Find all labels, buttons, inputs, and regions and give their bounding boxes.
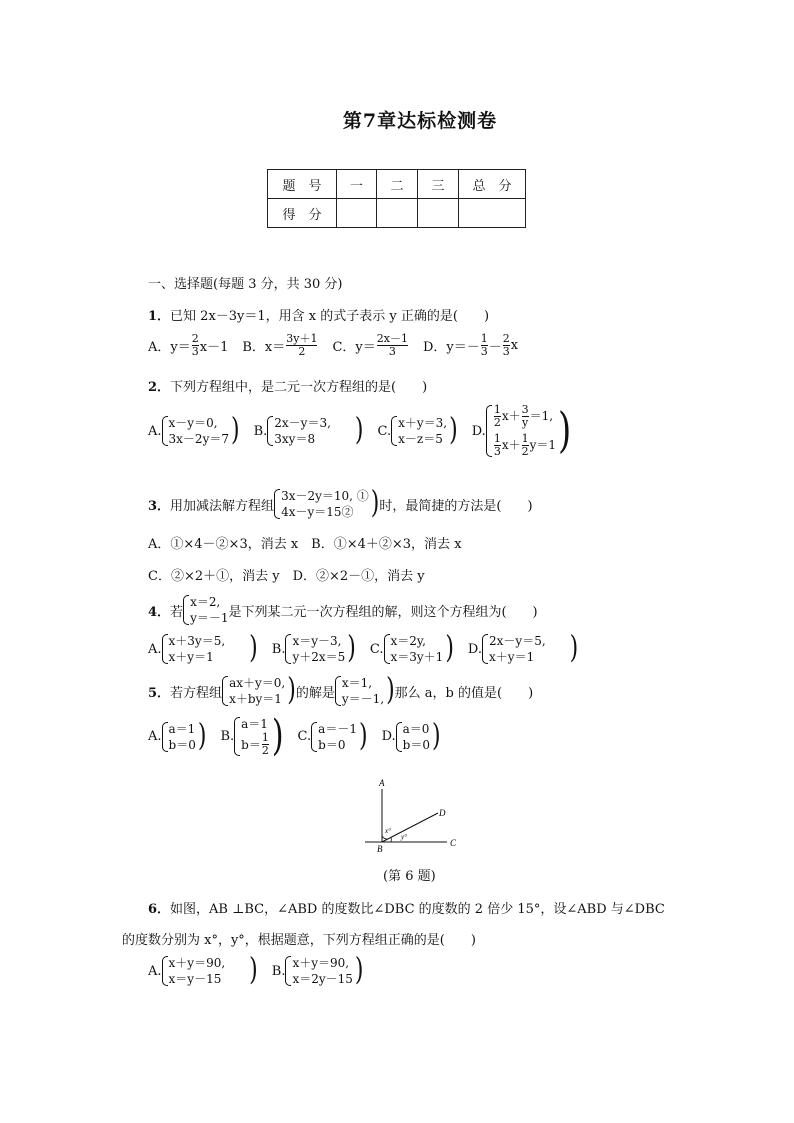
question-5 xyxy=(148,672,534,708)
fraction xyxy=(503,333,510,358)
option-letter: A. xyxy=(148,729,162,744)
option-letter: A. xyxy=(148,423,162,439)
question-stem: 如图，AB ⊥BC，∠ABD 的度数比∠DBC 的度数的 2 倍少 15°，设∠ABD 与∠DBC xyxy=(170,902,665,917)
fraction xyxy=(494,433,501,458)
numerator: 1 xyxy=(521,432,529,445)
equation-system xyxy=(267,415,331,447)
equation-system xyxy=(391,415,447,447)
figure-caption: (第 6 题) xyxy=(383,869,436,884)
fraction xyxy=(522,433,529,458)
equation: x＝1, xyxy=(341,676,373,690)
equation: x＝2y－15 xyxy=(292,972,353,986)
option-letter: D. xyxy=(467,641,483,657)
option-b[interactable] xyxy=(271,952,364,988)
paren: ) xyxy=(230,412,240,448)
question-stem: 已知 2x－3y＝1，用含 x 的式子表示 y 正确的是( ) xyxy=(170,309,490,324)
angle-arc-x xyxy=(382,836,387,839)
label-b: B xyxy=(377,844,383,854)
denominator: 2 xyxy=(493,416,501,429)
paren: ) xyxy=(347,630,356,666)
score-input-3[interactable] xyxy=(418,199,459,228)
option-text: C．y＝ xyxy=(332,340,376,355)
option-letter: B. xyxy=(220,729,235,744)
question-6-options xyxy=(148,952,378,988)
paren: ) xyxy=(358,718,368,754)
equation: y＝－1 xyxy=(190,611,229,625)
denominator: 2 xyxy=(261,744,269,757)
score-table-header-row xyxy=(268,170,526,199)
score-cell-label: 题 号 xyxy=(268,170,337,199)
numerator: 3y＋1 xyxy=(286,332,318,345)
equation: x＝3y＋1 xyxy=(390,650,444,664)
denominator: 2 xyxy=(521,445,529,458)
question-1 xyxy=(148,305,489,324)
option-b[interactable] xyxy=(253,412,364,448)
equation: 4x－y＝15② xyxy=(281,505,354,519)
section-heading: 一、选择题(每题 3 分，共 30 分) xyxy=(148,277,343,292)
question-4 xyxy=(148,594,538,626)
paren: ) xyxy=(449,412,458,448)
equation-system xyxy=(396,721,430,753)
equation-system xyxy=(162,955,226,987)
numerator: 2x－1 xyxy=(376,332,408,345)
option-a[interactable] xyxy=(148,718,207,754)
equation: x＝y－15 xyxy=(168,972,222,986)
numerator: 1 xyxy=(480,332,488,345)
label-a: A xyxy=(379,778,385,788)
fraction xyxy=(522,404,529,429)
score-cell-total: 总 分 xyxy=(459,170,526,199)
option-letter: D. xyxy=(381,729,396,744)
numerator: 2 xyxy=(502,332,510,345)
paren: ) xyxy=(354,952,364,988)
option-d[interactable] xyxy=(423,333,518,358)
option-letter: A. xyxy=(148,963,162,979)
equation-text: x＋ xyxy=(501,409,521,423)
label-c: C xyxy=(450,838,457,848)
question-4-options xyxy=(148,630,592,666)
denominator: 3 xyxy=(377,345,408,358)
fraction xyxy=(494,404,501,429)
fraction xyxy=(481,333,488,358)
equation: a＝0 xyxy=(402,721,430,736)
equation-system xyxy=(162,415,229,447)
question-number: 6． xyxy=(148,902,171,917)
paren: ) xyxy=(370,485,380,521)
score-cell-part3: 三 xyxy=(418,170,459,199)
score-cell-score-label: 得 分 xyxy=(268,199,337,228)
score-table-score-row xyxy=(268,199,526,228)
option-d[interactable] xyxy=(381,718,441,754)
option-letter: B. xyxy=(271,641,286,657)
denominator: 3 xyxy=(480,345,488,358)
equation: x＋y＝1 xyxy=(168,650,214,664)
option-letter: B. xyxy=(271,963,286,979)
equation: b＝0 xyxy=(168,737,196,752)
option-letter: C. xyxy=(377,423,392,439)
equation: x－y＝0, xyxy=(168,416,218,430)
equation xyxy=(493,404,556,429)
equation-system xyxy=(274,488,369,520)
equation-system xyxy=(162,721,196,753)
option-c[interactable] xyxy=(297,718,368,754)
question-stem: 用加减法解方程组 xyxy=(170,498,275,514)
option-letter: C. xyxy=(297,729,312,744)
question-stem: 下列方程组中，是二元一次方程组的是( ) xyxy=(170,380,428,395)
question-1-options xyxy=(148,333,532,358)
equation-system xyxy=(335,675,384,707)
equation-text: ＝1, xyxy=(529,409,554,423)
option-c[interactable] xyxy=(369,630,454,666)
numerator: 3 xyxy=(521,403,529,416)
label-x-angle: x° xyxy=(385,827,391,835)
denominator: 3 xyxy=(502,345,510,358)
equation-system xyxy=(162,633,226,665)
question-stem: 那么 a，b 的值是( ) xyxy=(394,685,534,701)
equation: a＝－1 xyxy=(318,721,357,736)
option-letter: B. xyxy=(253,423,268,439)
question-6-line-1 xyxy=(148,898,665,917)
equation-text: x＋ xyxy=(501,438,521,452)
equation: y＋2x＝5 xyxy=(292,650,346,664)
fraction xyxy=(286,333,317,358)
fraction xyxy=(377,333,408,358)
equation-system xyxy=(234,716,270,757)
equation-system xyxy=(222,675,285,707)
equation: a＝1 xyxy=(168,721,196,736)
denominator: 3 xyxy=(191,345,199,358)
equation: x＋y＝90, xyxy=(168,956,226,970)
option-b[interactable] xyxy=(220,711,284,761)
equation: 3x－2y＝7 xyxy=(168,432,229,446)
question-number: 1． xyxy=(148,309,171,324)
option-letter: C. xyxy=(369,641,384,657)
paren: ) xyxy=(445,630,454,666)
question-3-options-cd[interactable]: C．②×2＋①，消去 y D．②×2－①，消去 y xyxy=(148,569,425,584)
equation: x＝2, xyxy=(190,595,221,609)
numerator: 1 xyxy=(493,403,501,416)
question-stem: 的解是 xyxy=(295,685,335,701)
score-table xyxy=(267,169,526,228)
fraction xyxy=(262,732,269,757)
option-c[interactable] xyxy=(377,412,458,448)
equation-text: y＝1 xyxy=(529,438,557,452)
equation: x＋3y＝5, xyxy=(168,634,226,648)
fraction xyxy=(192,333,199,358)
denominator: 2 xyxy=(286,345,317,358)
option-letter: A. xyxy=(148,641,162,657)
equation: ax＋y＝0, xyxy=(229,676,286,690)
label-d: D xyxy=(439,808,446,818)
denominator: 3 xyxy=(493,445,501,458)
score-input-total[interactable] xyxy=(459,199,526,228)
question-number: 4． xyxy=(148,604,171,620)
option-text: x xyxy=(510,338,519,353)
equation-system xyxy=(285,955,352,987)
option-b[interactable] xyxy=(242,333,318,358)
numerator: 2 xyxy=(191,332,199,345)
equation xyxy=(493,433,556,458)
question-number: 2． xyxy=(148,380,171,395)
equation: a＝1 xyxy=(241,717,268,731)
score-cell-part2: 二 xyxy=(377,170,418,199)
equation: b＝0 xyxy=(402,737,430,752)
denominator: y xyxy=(521,416,529,429)
label-y-angle: y° xyxy=(401,833,407,841)
question-5-options xyxy=(148,711,455,761)
angle-figure xyxy=(355,775,465,855)
paren: ) xyxy=(227,952,258,988)
question-number: 3． xyxy=(148,498,171,514)
equation xyxy=(241,732,270,757)
score-input-1[interactable] xyxy=(337,199,377,228)
question-3-options-ab[interactable]: A．①×4－②×3，消去 x B．①×4＋②×3，消去 x xyxy=(148,537,462,552)
option-letter: D. xyxy=(471,423,486,439)
question-2-options xyxy=(148,404,585,458)
question-stem: 时，最简捷的方法是( ) xyxy=(379,498,533,514)
equation: 3xy＝8 xyxy=(274,432,316,446)
option-text: － xyxy=(488,340,502,355)
question-number: 5． xyxy=(148,685,171,701)
option-a[interactable] xyxy=(148,952,258,988)
option-c[interactable] xyxy=(332,333,409,358)
paren: ) xyxy=(227,630,258,666)
numerator: 1 xyxy=(261,731,269,744)
equation-text: b＝ xyxy=(241,737,261,752)
numerator: 1 xyxy=(493,432,501,445)
question-6-line-2: 的度数分别为 x°，y°，根据题意，下列方程组正确的是( ) xyxy=(122,933,476,948)
page-title: 第7章达标检测卷 xyxy=(342,110,498,132)
paren: ) xyxy=(271,711,284,761)
option-b[interactable] xyxy=(271,630,356,666)
question-stem: 是下列某二元一次方程组的解，则这个方程组为( ) xyxy=(228,604,538,620)
option-a[interactable] xyxy=(148,333,228,358)
equation: x＋by＝1 xyxy=(229,692,282,706)
option-d[interactable] xyxy=(472,404,572,458)
paren: ) xyxy=(431,718,441,754)
paren: ) xyxy=(332,412,364,448)
equation: 2x－y＝5, xyxy=(489,634,546,648)
score-cell-part1: 一 xyxy=(337,170,377,199)
option-a[interactable] xyxy=(148,412,240,448)
equation-system xyxy=(183,594,228,626)
equation: 2x－y＝3, xyxy=(274,416,331,430)
paren: ) xyxy=(558,403,572,459)
equation: 3x－2y＝10, ① xyxy=(281,489,369,503)
paren: ) xyxy=(287,672,296,708)
option-text: x－1 xyxy=(199,340,229,355)
equation: x＋y＝1 xyxy=(489,650,535,664)
option-d[interactable] xyxy=(467,630,579,666)
equation: y＝－1, xyxy=(341,692,385,706)
question-2 xyxy=(148,376,427,395)
paren: ) xyxy=(197,718,207,754)
equation: x－z＝5 xyxy=(398,432,443,446)
question-3 xyxy=(148,485,533,521)
equation-system xyxy=(482,633,546,665)
score-input-2[interactable] xyxy=(377,199,418,228)
equation: x＝y－3, xyxy=(292,634,342,648)
equation: x＋y＝90, xyxy=(292,956,350,970)
equation: x＋y＝3, xyxy=(398,416,448,430)
option-a[interactable] xyxy=(148,630,258,666)
equation-system xyxy=(486,404,556,458)
equation-system xyxy=(285,633,345,665)
option-text: B．x＝ xyxy=(242,340,286,355)
equation-system xyxy=(311,721,357,753)
equation: x＝2y, xyxy=(390,634,426,648)
option-text: D．y＝－ xyxy=(422,340,480,355)
question-stem: 若方程组 xyxy=(170,685,223,701)
equation-system xyxy=(384,633,444,665)
paren: ) xyxy=(547,630,579,666)
question-stem: 若 xyxy=(170,604,184,620)
option-text: A．y＝ xyxy=(148,340,191,355)
paren: ) xyxy=(386,672,395,708)
equation: b＝0 xyxy=(318,737,346,752)
